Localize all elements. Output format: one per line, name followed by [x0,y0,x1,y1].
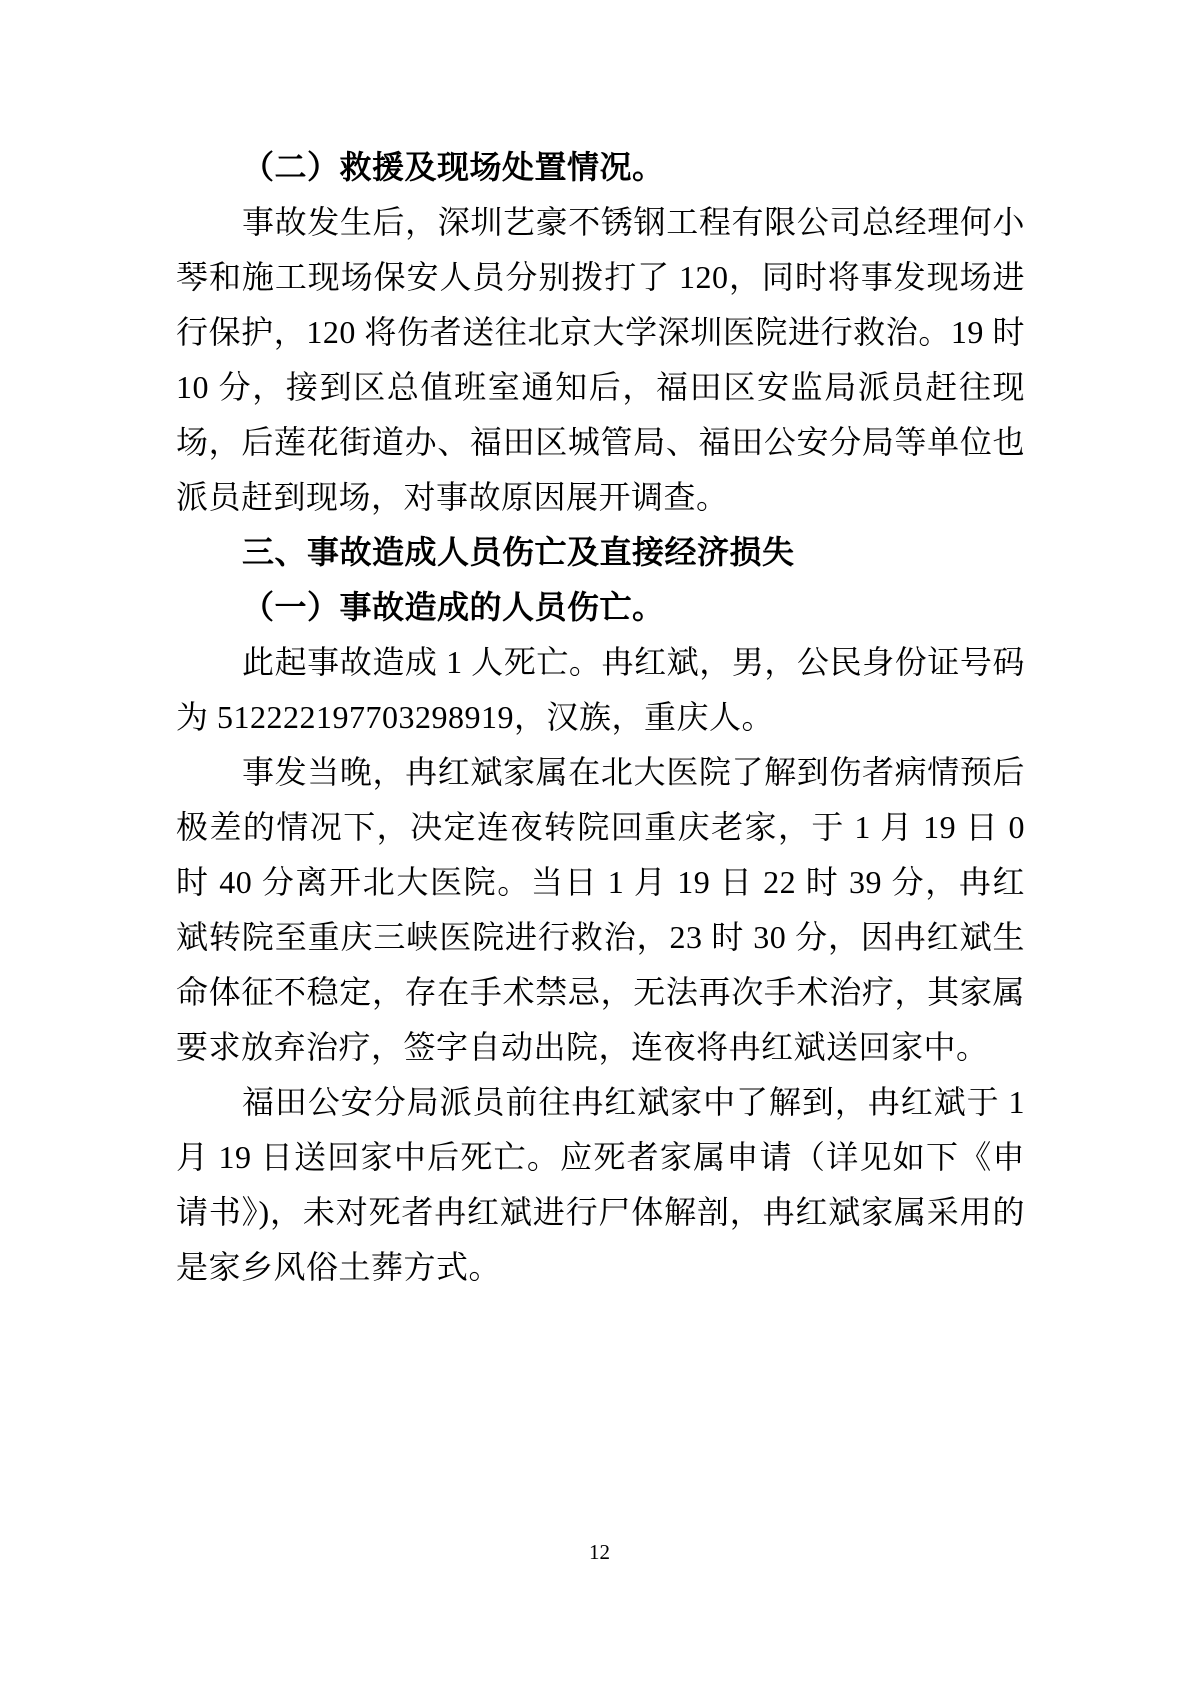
paragraph-rescue-response: 事故发生后，深圳艺豪不锈钢工程有限公司总经理何小琴和施工现场保安人员分别拨打了 120，同时将事发现场进行保护，120 将伤者送往北京大学深圳医院进行救治。19 时 10 分，接到区总值班室通知后，福田区安监局派员赶往现场，后莲花街道办、福田区城管局、福田公安分局等单位也派员赶到现场，对事故原因展开调查。 [176,204,1025,515]
paragraph-hospital-transfer: 事发当晚，冉红斌家属在北大医院了解到伤者病情预后极差的情况下，决定连夜转院回重庆老家，于 1 月 19 日 0 时 40 分离开北大医院。当日 1 月 19 日 22 时 39 分，冉红斌转院至重庆三峡医院进行救治，23 时 30 分，因冉红斌生命体征不稳定，存在手术禁忌，无法再次手术治疗，其家属要求放弃治疗，签字自动出院，连夜将冉红斌送回家中。 [176,754,1025,1065]
paragraph-victim-identity: 此起事故造成 1 人死亡。冉红斌，男，公民身份证号码为 512222197703298919，汉族，重庆人。 [176,644,1025,735]
page-footer [0,1540,1199,1565]
subsection-heading-casualties: （一）事故造成的人员伤亡。 [242,589,665,625]
paragraph-death-and-burial: 福田公安分局派员前往冉红斌家中了解到，冉红斌于 1 月 19 日送回家中后死亡。应死者家属申请（详见如下《申请书》)，未对死者冉红斌进行尸体解剖，冉红斌家属采用的是家乡风俗土葬方式。 [176,1084,1025,1285]
page-number: 12 [589,1540,610,1564]
document-body [176,140,1025,1295]
section-heading-casualties-economic-loss: 三、事故造成人员伤亡及直接经济损失 [242,534,795,570]
subsection-heading-rescue-disposal: （二）救援及现场处置情况。 [242,149,665,185]
